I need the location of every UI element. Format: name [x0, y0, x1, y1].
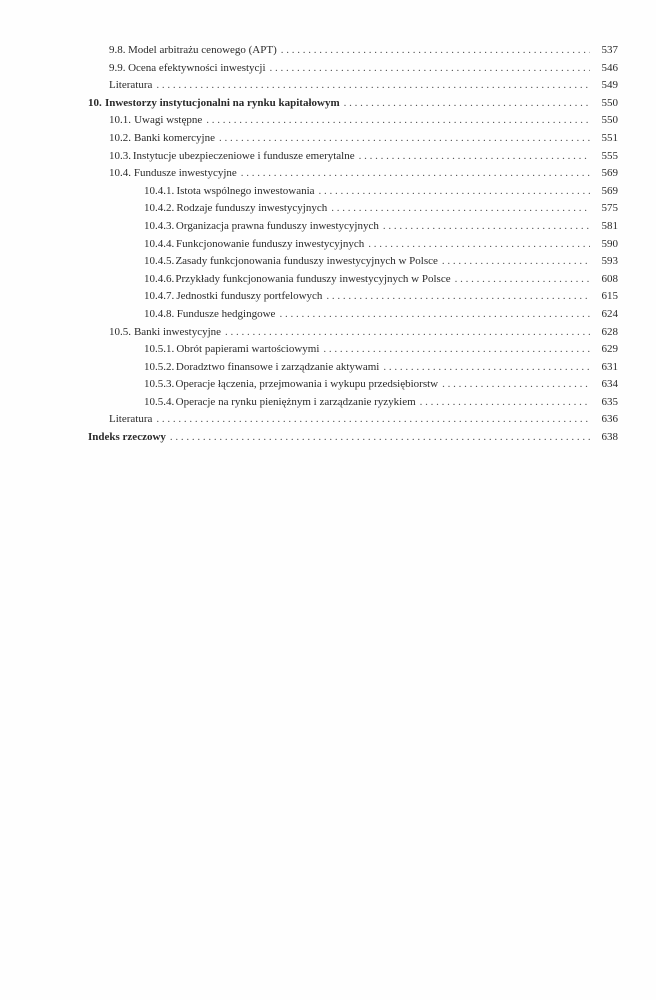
toc-entry-page: 537	[601, 44, 618, 56]
toc-entry	[88, 165, 618, 183]
toc-entry-title: Jednostki funduszy portfelowych	[176, 290, 323, 303]
toc-entry	[88, 324, 618, 342]
toc-entry	[88, 306, 618, 324]
toc-entry-page: 628	[601, 325, 618, 338]
toc-entry-number: 10.5.4.	[144, 395, 175, 408]
toc-entry	[88, 253, 618, 271]
toc-entry-number: 10.4.3.	[144, 219, 175, 232]
toc-entry-title: Banki inwestycyjne	[133, 325, 222, 338]
toc-entry-title: Przykłady funkcjonowania funduszy inwestycyjnych w Polsce	[175, 272, 451, 285]
toc-entry-title: Obrót papierami wartościowymi	[176, 343, 320, 356]
toc-leader-dots	[156, 411, 590, 429]
toc-entry-title: Indeks rzeczowy	[88, 431, 166, 444]
toc-entry-title: Banki komercyjne	[134, 131, 215, 144]
toc-entry-number: 10.4.8.	[144, 307, 175, 320]
toc-entry-title: Organizacja prawna funduszy inwestycyjnych	[175, 219, 379, 232]
toc-entry-number: 10.4.4.	[144, 237, 175, 250]
toc-entry-title: Fundusze hedgingowe	[176, 307, 276, 320]
toc-entry-page: 546	[601, 61, 618, 74]
toc-leader-dots	[219, 130, 590, 148]
toc-entry-number: 9.8.	[109, 44, 126, 56]
toc-entry-title: Funkcjonowanie funduszy inwestycyjnych	[176, 237, 365, 250]
toc-entry-page: 550	[601, 96, 618, 109]
toc-leader-dots	[225, 324, 590, 342]
toc-entry-title: Model arbitrażu cenowego (APT)	[128, 44, 277, 56]
toc-entry-number: 10.	[88, 96, 102, 109]
table-of-contents	[88, 42, 618, 447]
toc-leader-dots	[442, 253, 590, 271]
toc-entry	[88, 411, 618, 429]
toc-entry-title: Ocena efektywności inwestycji	[128, 61, 266, 74]
toc-leader-dots	[279, 306, 590, 324]
toc-entry-number: 10.5.3.	[144, 378, 175, 391]
toc-leader-dots	[241, 165, 590, 183]
toc-entry-page: 569	[601, 184, 618, 197]
toc-entry	[88, 130, 618, 148]
toc-entry-page: 638	[601, 431, 618, 444]
toc-leader-dots	[455, 271, 590, 289]
toc-leader-dots	[319, 183, 590, 201]
toc-entry-page: 615	[601, 290, 618, 303]
toc-entry-title: Rodzaje funduszy inwestycyjnych	[176, 202, 328, 215]
toc-entry-title: Operacje na rynku pieniężnym i zarządzanie ryzykiem	[175, 395, 416, 408]
toc-entry-number: 10.2.	[109, 131, 131, 144]
toc-entry-title: Uwagi wstępne	[134, 114, 203, 127]
toc-entry	[88, 95, 618, 113]
toc-leader-dots	[206, 112, 590, 130]
toc-entry-number: 10.4.5.	[144, 255, 175, 268]
toc-entry-title: Operacje łączenia, przejmowania i wykupu przedsiębiorstw	[175, 378, 439, 391]
toc-entry	[88, 271, 618, 289]
toc-leader-dots	[323, 341, 590, 359]
toc-entry-title: Literatura	[109, 79, 153, 92]
toc-entry-page: 631	[601, 360, 618, 373]
toc-entry-page: 550	[601, 114, 618, 127]
toc-entry-page: 549	[601, 79, 618, 92]
toc-leader-dots	[281, 42, 590, 60]
toc-entry	[88, 148, 618, 166]
toc-entry	[88, 288, 618, 306]
toc-entry	[88, 42, 618, 60]
toc-entry-page: 581	[601, 219, 618, 232]
toc-entry	[88, 376, 618, 394]
toc-entry-number: 10.4.6.	[144, 272, 175, 285]
toc-leader-dots	[383, 359, 590, 377]
toc-entry-page: 593	[601, 255, 618, 268]
toc-entry-title: Fundusze inwestycyjne	[133, 167, 237, 180]
toc-leader-dots	[368, 236, 590, 254]
toc-entry-number: 9.9.	[109, 61, 126, 74]
toc-entry-page: 555	[601, 149, 618, 162]
toc-entry	[88, 112, 618, 130]
toc-entry	[88, 60, 618, 78]
toc-entry	[88, 429, 618, 447]
toc-leader-dots	[442, 376, 590, 394]
toc-entry-title: Instytucje ubezpieczeniowe i fundusze emerytalne	[132, 149, 355, 162]
toc-entry-page: 575	[601, 202, 618, 215]
toc-leader-dots	[331, 200, 590, 218]
toc-leader-dots	[170, 429, 590, 447]
toc-entry-page: 551	[601, 131, 618, 144]
toc-entry-title: Istota wspólnego inwestowania	[176, 184, 315, 197]
toc-entry	[88, 77, 618, 95]
toc-entry-number: 10.4.2.	[144, 202, 175, 215]
toc-leader-dots	[344, 95, 590, 113]
toc-entry-page: 635	[601, 395, 618, 408]
toc-entry-number: 10.4.1.	[144, 184, 175, 197]
toc-entry-number: 10.3.	[109, 149, 131, 162]
toc-entry	[88, 183, 618, 201]
toc-entry-title: Doradztwo finansowe i zarządzanie aktywami	[175, 360, 380, 373]
toc-leader-dots	[156, 77, 590, 95]
toc-entry-title: Literatura	[109, 413, 153, 426]
toc-entry	[88, 236, 618, 254]
toc-entry-number: 10.4.	[109, 167, 131, 180]
toc-entry	[88, 218, 618, 236]
toc-entry-page: 569	[601, 167, 618, 180]
toc-entry-title: Inwestorzy instytucjonalni na rynku kapitałowym	[104, 96, 340, 109]
toc-entry-page: 636	[601, 413, 618, 426]
toc-entry-page: 608	[601, 272, 618, 285]
toc-entry-page: 624	[601, 307, 618, 320]
toc-leader-dots	[420, 394, 590, 412]
toc-entry-page: 629	[601, 343, 618, 356]
toc-entry-page: 590	[601, 237, 618, 250]
toc-entry-number: 10.1.	[109, 114, 131, 127]
toc-entry-number: 10.5.1.	[144, 343, 175, 356]
toc-entry	[88, 341, 618, 359]
toc-entry	[88, 394, 618, 412]
toc-entry	[88, 359, 618, 377]
toc-leader-dots	[359, 148, 590, 166]
toc-entry-title: Zasady funkcjonowania funduszy inwestycyjnych w Polsce	[175, 255, 438, 268]
toc-leader-dots	[383, 218, 590, 236]
toc-entry-number: 10.5.2.	[144, 360, 175, 373]
toc-leader-dots	[270, 60, 590, 78]
toc-entry-page: 634	[601, 378, 618, 391]
toc-entry-number: 10.5.	[109, 325, 131, 338]
toc-entry-number: 10.4.7.	[144, 290, 175, 303]
toc-leader-dots	[326, 288, 590, 306]
toc-entry	[88, 200, 618, 218]
